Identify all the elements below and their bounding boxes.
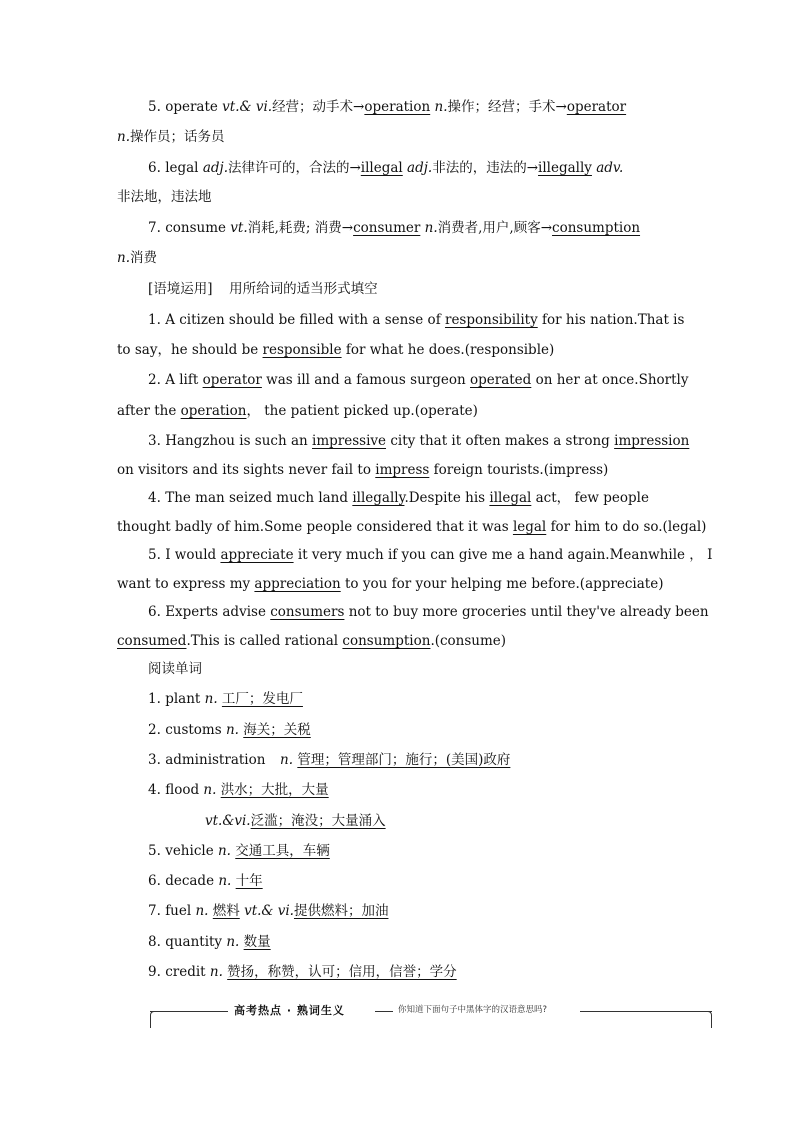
answer-blank: 交通工具，车辆: [235, 843, 330, 859]
answer-blank: appreciate: [220, 547, 294, 563]
vocab-item-2: [148, 721, 311, 739]
sentence-text: city that it often makes a strong: [390, 433, 610, 449]
meaning: 法律许可的，合法的→: [227, 160, 361, 176]
section-heading-reading-words: [148, 660, 202, 678]
item-number: 7.: [148, 220, 161, 236]
sentence-text: to say，he should be: [117, 342, 259, 358]
part-of-speech: n.: [280, 752, 294, 768]
answer-blank: operator: [566, 99, 627, 115]
headword: flood: [165, 782, 200, 798]
sentence-text: it very much if you can give me a hand again.Meanwhile ， I: [297, 547, 713, 563]
section-instruction: 用所给词的适当形式填空: [229, 281, 378, 297]
sentence-text: I would: [165, 547, 217, 563]
answer-blank: consumption: [342, 633, 431, 649]
section-title: 阅读单词: [148, 661, 202, 677]
part-of-speech: n.: [117, 129, 130, 145]
vocab-item-1: [148, 690, 303, 708]
sentence-text: on visitors and its sights never fail to: [117, 462, 371, 478]
answer-blank: 泛滥；淹没；大量涌入: [250, 813, 386, 829]
sentence-text: to you for your helping me before.(appreciate): [345, 576, 664, 592]
meaning: 操作；经营；手术→: [447, 99, 567, 115]
answer-blank: 数量: [243, 934, 271, 950]
answer-blank: 工厂；发电厂: [221, 691, 303, 707]
item-number: 9.: [148, 964, 161, 980]
exercise-6-cont: [117, 632, 506, 650]
answer-blank: impressive: [312, 433, 387, 449]
answer-blank: illegally: [538, 160, 592, 176]
sentence-text: was ill and a famous surgeon: [266, 372, 466, 388]
exercise-4-cont: [117, 518, 706, 536]
answer-blank: impress: [375, 462, 430, 478]
derivation-5: [148, 98, 626, 116]
sentence-text: after the: [117, 403, 177, 419]
part-of-speech: vt.& vi.: [222, 99, 273, 115]
part-of-speech: vt.& vi.: [244, 903, 294, 919]
sentence-text: for his nation.That is: [542, 312, 685, 328]
answer-blank: consumer: [353, 220, 421, 236]
part-of-speech: adv.: [596, 160, 624, 176]
answer-blank: operation: [364, 99, 431, 115]
derivation-7-cont: [117, 249, 157, 267]
headword: fuel: [165, 903, 192, 919]
section-heading-context: [148, 280, 378, 298]
answer-blank: appreciation: [254, 576, 341, 592]
answer-blank: operator: [202, 372, 262, 388]
answer-blank: 十年: [235, 873, 263, 889]
item-number: 3.: [148, 433, 161, 449]
item-number: 6.: [148, 873, 161, 889]
answer-blank: responsible: [262, 342, 342, 358]
meaning: 消费者,用户,顾客→: [437, 220, 553, 236]
part-of-speech: n.: [225, 722, 239, 738]
derivation-7: [148, 219, 640, 237]
answer-blank: operated: [469, 372, 532, 388]
sentence-text: on her at once.Shortly: [535, 372, 689, 388]
item-number: 5.: [148, 99, 161, 115]
headword: operate: [165, 99, 218, 115]
item-number: 2.: [148, 372, 161, 388]
part-of-speech: n.: [424, 220, 438, 236]
item-number: 1.: [148, 691, 161, 707]
answer-blank: consumed: [117, 633, 187, 649]
vocab-item-3: [148, 751, 510, 769]
part-of-speech: n.: [195, 903, 209, 919]
part-of-speech: n.: [434, 99, 448, 115]
item-number: 4.: [148, 782, 161, 798]
banner-hint: 你知道下面句子中黑体字的汉语意思吗?: [398, 1005, 548, 1015]
part-of-speech: vt.&vi.: [205, 813, 251, 829]
meaning: 经营；动手术→: [272, 99, 365, 115]
answer-blank: illegally: [352, 490, 405, 506]
answer-blank: 海关；关税: [243, 722, 311, 738]
headword: customs: [165, 722, 222, 738]
section-tag: [语境运用]: [148, 281, 213, 297]
answer-blank: consumption: [552, 220, 641, 236]
vocab-item-6: [148, 872, 263, 890]
item-number: 3.: [148, 752, 161, 768]
answer-blank: operation: [180, 403, 247, 419]
sentence-text: act， few people: [535, 490, 649, 506]
answer-blank: legal: [512, 519, 547, 535]
answer-blank: illegal: [489, 490, 532, 506]
sentence-text: .This is called rational: [186, 633, 339, 649]
banner-rule-right: [580, 1011, 712, 1012]
sentence-text: ， the patient picked up.(operate): [246, 403, 478, 419]
item-number: 1.: [148, 312, 161, 328]
banner-rule-mid: [375, 1011, 393, 1012]
sentence-text: A citizen should be filled with a sense of: [165, 312, 441, 328]
sentence-text: Experts advise: [165, 604, 266, 620]
hotspot-banner: [150, 998, 712, 1028]
banner-frame-right: [705, 1011, 712, 1028]
answer-blank: 洪水；大批，大量: [220, 782, 329, 798]
item-number: 5.: [148, 843, 161, 859]
banner-title: 高考热点 · 熟词生义: [234, 1004, 345, 1017]
headword: quantity: [165, 934, 223, 950]
vocab-item-8: [148, 933, 271, 951]
headword: legal: [165, 160, 199, 176]
sentence-text: .Despite his: [404, 490, 486, 506]
answer-blank: responsibility: [444, 312, 538, 328]
exercise-3-cont: [117, 461, 608, 479]
banner-rule-left: [150, 1011, 228, 1012]
headword: decade: [165, 873, 215, 889]
answer-blank: 提供燃料；加油: [293, 903, 389, 919]
answer-blank: impression: [614, 433, 690, 449]
exercise-2: [148, 371, 688, 389]
item-number: 6.: [148, 160, 161, 176]
part-of-speech: n.: [218, 873, 232, 889]
meaning: 消耗,耗费; 消费→: [247, 220, 354, 236]
exercise-5-cont: [117, 575, 663, 593]
meaning: 操作员；话务员: [130, 129, 225, 145]
item-number: 4.: [148, 490, 161, 506]
part-of-speech: n.: [226, 934, 240, 950]
exercise-1-cont: [117, 341, 554, 359]
item-number: 2.: [148, 722, 161, 738]
vocab-item-4-sense-2: [205, 812, 386, 830]
headword: vehicle: [165, 843, 214, 859]
meaning: 非法的，违法的→: [432, 160, 539, 176]
vocab-item-9: [148, 963, 457, 981]
sentence-text: foreign tourists.(impress): [433, 462, 609, 478]
part-of-speech: vt.: [230, 220, 248, 236]
answer-blank: 赞扬，称赞，认可；信用，信誉；学分: [227, 964, 457, 980]
meaning: 消费: [130, 250, 157, 266]
item-number: 5.: [148, 547, 161, 563]
vocab-item-7: [148, 902, 388, 920]
part-of-speech: n.: [203, 782, 217, 798]
part-of-speech: n.: [117, 250, 130, 266]
headword: administration: [165, 752, 266, 768]
exercise-1: [148, 311, 684, 329]
headword: credit: [165, 964, 206, 980]
sentence-text: Hangzhou is such an: [165, 433, 308, 449]
answer-blank: 管理；管理部门；施行；(美国)政府: [297, 752, 511, 768]
exercise-3: [148, 432, 689, 450]
part-of-speech: n.: [209, 964, 223, 980]
derivation-6-cont: [117, 188, 212, 206]
sentence-text: A lift: [165, 372, 199, 388]
exercise-4: [148, 489, 649, 507]
answer-blank: 燃料: [212, 903, 240, 919]
exercise-2-cont: [117, 402, 478, 420]
headword: plant: [165, 691, 201, 707]
part-of-speech: adj.: [202, 160, 228, 176]
derivation-5-cont: [117, 128, 225, 146]
exercise-6: [148, 603, 709, 621]
derivation-6: [148, 159, 623, 177]
sentence-text: thought badly of him.Some people considered that it was: [117, 519, 509, 535]
sentence-text: The man seized much land: [165, 490, 349, 506]
sentence-text: .(consume): [430, 633, 507, 649]
part-of-speech: n.: [217, 843, 231, 859]
item-number: 6.: [148, 604, 161, 620]
sentence-text: for him to do so.(legal): [550, 519, 707, 535]
vocab-item-4: [148, 781, 329, 799]
sentence-text: for what he does.(responsible): [345, 342, 555, 358]
part-of-speech: n.: [204, 691, 218, 707]
meaning: 非法地，违法地: [117, 189, 212, 205]
part-of-speech: adj.: [407, 160, 433, 176]
headword: consume: [165, 220, 226, 236]
exercise-5: [148, 546, 712, 564]
answer-blank: consumers: [270, 604, 345, 620]
banner-frame-left: [150, 1011, 157, 1028]
sentence-text: want to express my: [117, 576, 251, 592]
vocab-item-5: [148, 842, 330, 860]
answer-blank: illegal: [360, 160, 403, 176]
item-number: 7.: [148, 903, 161, 919]
sentence-text: not to buy more groceries until they've already been: [348, 604, 709, 620]
item-number: 8.: [148, 934, 161, 950]
